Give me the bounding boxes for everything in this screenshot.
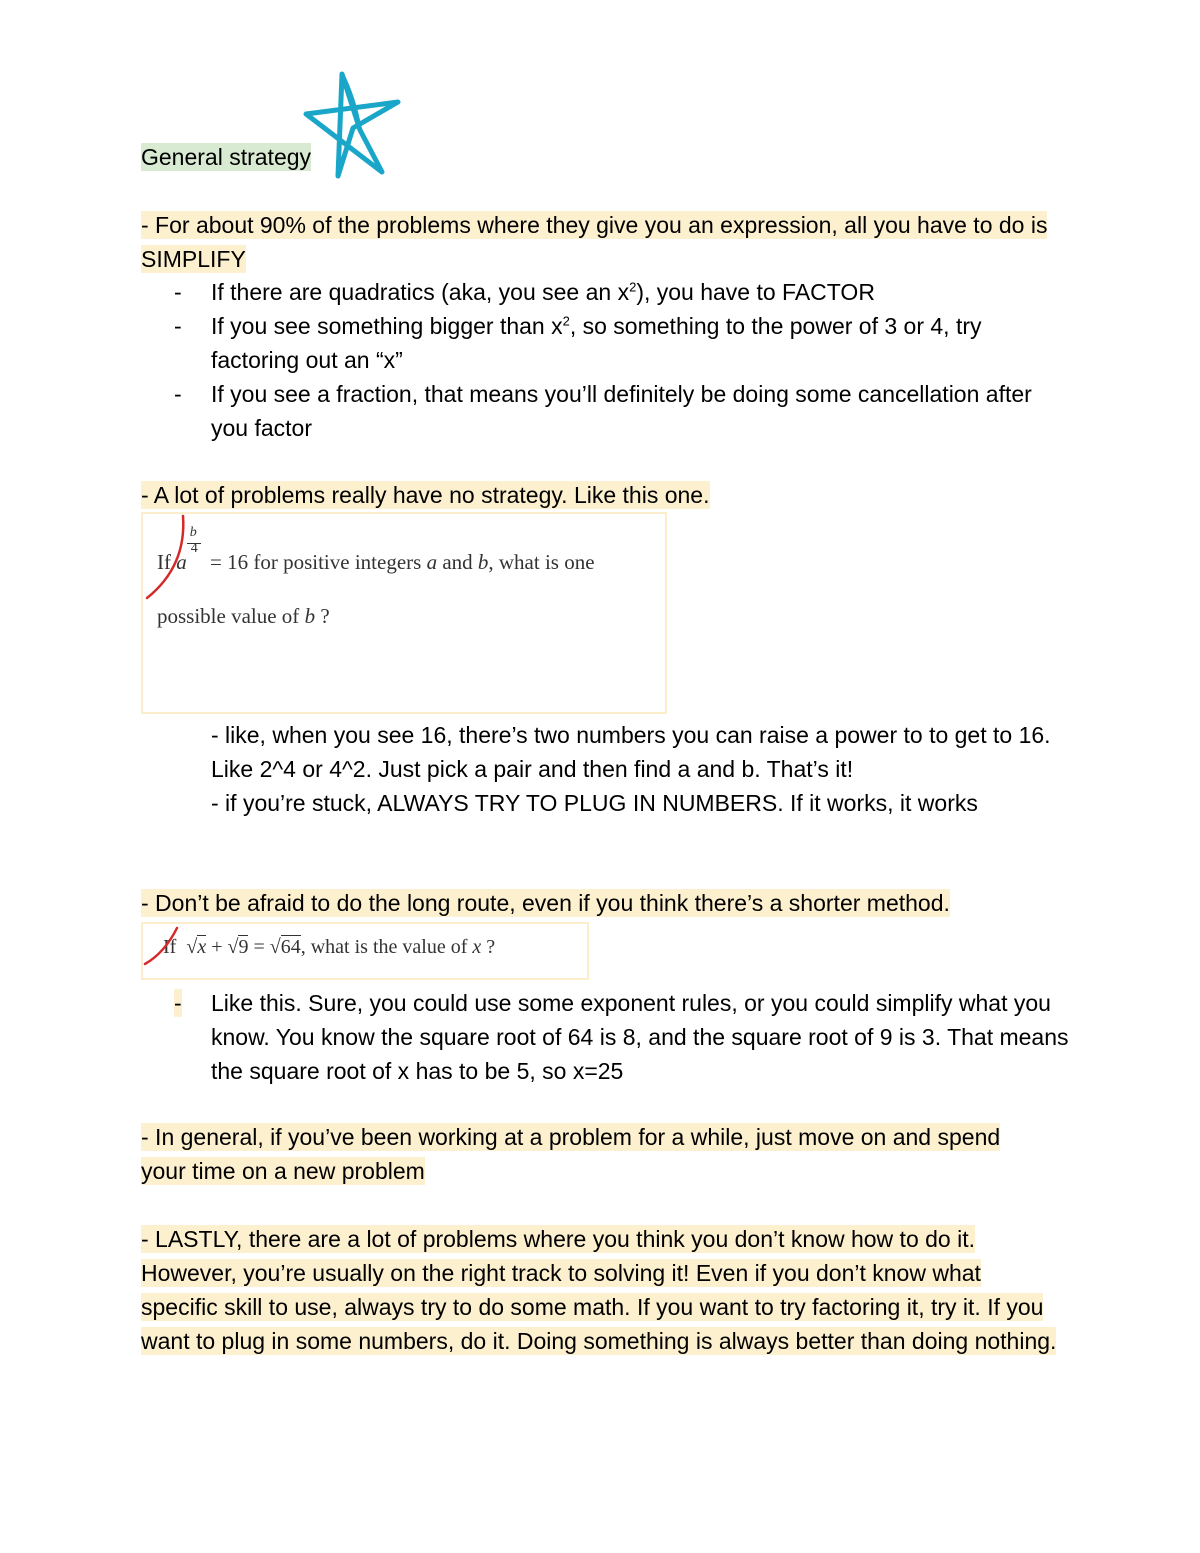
- section1-bullet-3: If you see a fraction, that means you’ll definitely be doing some cancellation after you factor: [211, 381, 1032, 441]
- problem-image-roots: [141, 922, 589, 980]
- bullet-dash: -: [174, 313, 182, 339]
- section3-bullet: Like this. Sure, you could use some exponent rules, or you could simplify what you know. You know the square root of 64 is 8, and the square root of 9 is 3. That means the square root of x has to be 5, so x=25: [211, 990, 1069, 1084]
- bullet-dash: -: [174, 381, 182, 407]
- red-check-icon: [143, 924, 183, 974]
- problem-line-2: possible value of b ?: [157, 604, 330, 628]
- red-check-icon: [143, 514, 203, 604]
- bullet-dash: -: [174, 279, 182, 305]
- section3-intro: - Don’t be afraid to do the long route, even if you think there’s a shorter method.: [141, 890, 950, 916]
- section1-bullet-1: If there are quadratics (aka, you see an $x^2$), you have to FACTOR: [211, 279, 875, 305]
- problem-roots-line: If √x + √9 = √64, what is the value of x ?: [163, 936, 496, 958]
- section4-text: - In general, if you’ve been working at a problem for a while, just move on and spend your time on a new problem: [141, 1124, 1001, 1184]
- problem-line-1: If a $\frac{b}{4}$ = 16 for positive integers a and b, what is one: [157, 525, 595, 574]
- section1-bullet-2: If you see something bigger than $x^2$, so something to the power of 3 or 4, try factoring out an “x”: [211, 313, 982, 373]
- page-title: General strategy: [141, 144, 312, 170]
- section2-note-2: - if you’re stuck, ALWAYS TRY TO PLUG IN NUMBERS. If it works, it works: [211, 790, 978, 816]
- problem-image-exponent: [141, 512, 667, 714]
- section5-text: - LASTLY, there are a lot of problems where you think you don’t know how to do it. However, you’re usually on the right track to solving it! Even if you don’t know what specific skill to use, always try to do some math. If you want to try factoring it, try it. If you want to plug in some numbers, do it. Doing something is always better than doing nothing.: [141, 1226, 1057, 1354]
- bullet-dash: -: [174, 990, 182, 1016]
- section2-note-1: - like, when you see 16, there’s two numbers you can raise a power to to get to 16. Like 2^4 or 4^2. Just pick a pair and then find a and b. That’s it!: [211, 722, 1051, 782]
- star-doodle-icon: [298, 68, 408, 183]
- section2-intro: - A lot of problems really have no strategy. Like this one.: [141, 482, 710, 508]
- section1-intro: - For about 90% of the problems where they give you an expression, all you have to do is SIMPLIFY: [141, 212, 1048, 272]
